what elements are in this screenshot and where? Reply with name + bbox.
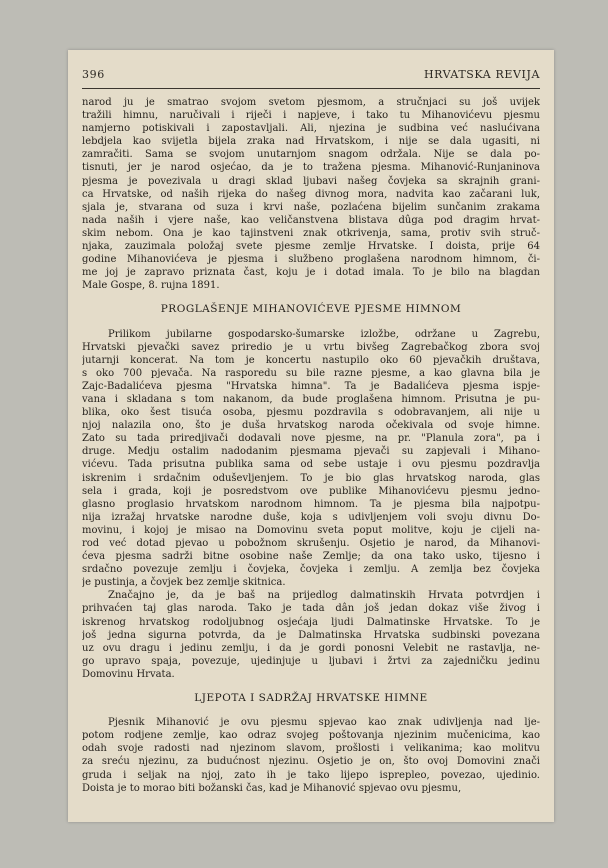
- paragraph: [82, 96, 540, 292]
- running-title: HRVATSKA REVIJA: [423, 68, 540, 81]
- text-line: prihvaćen taj glas naroda. Tako je tada dân još jedan dokaz više živog i: [82, 603, 540, 615]
- text-line: godine Mihanovićeva je pjesma i službeno proglašena narodnom himnom, či-: [82, 254, 540, 266]
- page-number: 396: [82, 68, 105, 81]
- text-line: Pjesnik Mihanović je ovu pjesmu spjevao kao znak udivljenja nad lje-: [108, 717, 540, 729]
- paragraph: [82, 328, 540, 590]
- paragraph: [82, 589, 540, 681]
- text-line: namjerno potiskivali i zapostavljali. Ali, njezina je sudbina već naslućivana: [82, 123, 540, 135]
- text-line: sjala je, stvarana od suza i krvi naše, pozlaćena bijelim sunčanim zrakama: [82, 201, 540, 213]
- text-line: ca Hrvatske, od naših rijeka do našeg divnog mora, nadvita kao začarani luk,: [82, 188, 540, 200]
- text-line: ćeva pjesma sadrži bitne osobine naše Zemlje; da ona tako usko, tijesno i: [82, 551, 540, 563]
- text-line: nada naših i vjere naše, kao veličanstvena blistava dûga pod dragim hrvat-: [82, 214, 540, 226]
- text-line: Prilikom jubilarne gospodarsko-šumarske izložbe, održane u Zagrebu,: [108, 328, 540, 340]
- text-line: pjesma je povezivala u dragi sklad ljubavi našeg čovjeka sa skrajnih grani-: [82, 175, 540, 187]
- text-line: odah svoje radosti nad njezinom slavom, prošlosti i velikanima; kao molitvu: [82, 743, 540, 755]
- text-line: uz ovu dragu i jedinu zemlju, i da je gordi ponosni Velebit ne rastavlja, ne-: [82, 642, 540, 654]
- header-rule: [82, 88, 540, 89]
- text-line: druge. Medju ostalim nadodanim pjesmama pjevači su zapjevali i Mihano-: [82, 446, 540, 458]
- section-heading: LJEPOTA I SADRŽAJ HRVATSKE HIMNE: [194, 692, 428, 705]
- article-body: [82, 96, 540, 795]
- text-line: go upravo spaja, povezuje, ujedinjuje u ljubavi i žrtvi za zajedničku jedinu: [82, 655, 540, 667]
- text-line: glasno proglasio hrvatskom narodnom himnom. Ta je pjesma bila najpotpu-: [82, 498, 540, 510]
- text-line: njaka, zauzimala položaj svete pjesme zemlje Hrvatske. I doista, prije 64: [82, 241, 540, 253]
- text-line: blika, oko šest tisuća osoba, pjesmu pozdravila s odobravanjem, ali nije u: [82, 407, 540, 419]
- text-line: iskrenog hrvatskog rodoljubnog osjećaja ljudi Dalmatinske Hrvatske. To je: [82, 616, 540, 628]
- text-line: me joj je zapravo priznata čast, koju je i dotad imala. To je bilo na blagdan: [82, 267, 540, 279]
- text-line: Male Gospe, 8. rujna 1891.: [82, 280, 220, 292]
- text-line: nija izražaj hrvatske narodne duše, koja s udivljenjem voli svoju divnu Do-: [82, 511, 540, 523]
- text-line: srdačno povezuje zemlju i čovjeka, čovjeka i zemlju. A zemlja bez čovjeka: [82, 564, 540, 576]
- text-line: Značajno je, da je baš na prijedlog dalmatinskih Hrvata potvrdjen i: [108, 590, 540, 602]
- text-line: vićevu. Tada prisutna publika sama od sebe ustaje i ovu pjesmu pozdravlja: [82, 459, 540, 471]
- page-header: [82, 68, 540, 84]
- text-line: skim nebom. Ona je kao tajinstveni znak otkrivenja, sama, protiv svih struč-: [82, 227, 540, 239]
- text-line: gruda i seljak na njoj, zato ih je tako lijepo isprepleo, povezao, ujedinio.: [82, 769, 540, 781]
- paragraph: [82, 716, 540, 795]
- text-line: s oko 700 pjevača. Na rasporedu su bile razne pjesme, a kao glavna bila je: [82, 367, 540, 379]
- text-line: Hrvatski pjevački savez priredio je u vrtu bivšeg Zagrebačkog zbora svoj: [82, 341, 540, 353]
- text-line: za sreću njezinu, za budućnost njezinu. Osjetio je on, što ovoj Domovini znači: [82, 756, 540, 768]
- text-line: lebdjela kao svijetla bijela zraka nad Hrvatskom, i nije se dala ugasiti, ni: [82, 136, 540, 148]
- text-line: Doista je to morao biti božanski čas, kad je Mihanović spjevao ovu pjesmu,: [82, 782, 462, 794]
- section-heading: PROGLAŠENJE MIHANOVIĆEVE PJESME HIMNOM: [160, 303, 462, 316]
- text-line: sela i grada, koji je posredstvom ove publike Mihanovićevu pjesmu jedno-: [82, 485, 540, 497]
- book-page: [68, 50, 554, 822]
- text-line: iskrenim i srdačnim oduševljenjem. To je bio glas hrvatskog naroda, glas: [82, 472, 540, 484]
- text-line: jutarnji koncerat. Na tom je koncertu nastupilo oko 60 pjevačkih društava,: [82, 354, 540, 366]
- text-line: Domovinu Hrvata.: [82, 668, 175, 680]
- text-line: rod već dotad pjevao u pobožnom skrušenju. Osjetio je narod, da Mihanovi-: [82, 538, 540, 549]
- text-line: movinu, i kojoj je misao na Domovinu sveta poput molitve, koju je cijeli na-: [82, 524, 540, 536]
- text-line: njoj nalazila ono, što je duša hrvatskog naroda očekivala od svoje himne.: [82, 420, 540, 432]
- text-line: još jedna sigurna potvrda, da je Dalmatinska Hrvatska sudbinski povezana: [82, 629, 540, 641]
- text-line: narod ju je smatrao svojom svetom pjesmom, a stručnjaci su još uvijek: [82, 97, 540, 108]
- text-line: tražili himnu, naručivali i riječi i napjeve, i tako tu Mihanovićevu pjesmu: [82, 110, 540, 122]
- text-line: potom rodjene zemlje, kao odraz svojeg poštovanja njezinim mučenicima, kao: [82, 730, 540, 742]
- text-line: Zajc-Badalićeva pjesma "Hrvatska himna". Ta je Badalićeva pjesma ispje-: [82, 380, 540, 392]
- text-line: tisnuti, jer je narod osjećao, da je to tražena pjesma. Mihanović-Runjaninova: [82, 162, 540, 174]
- text-line: zamračiti. Sama se svojom unutarnjom snagom održala. Nije se dala po-: [82, 149, 540, 161]
- text-line: Zato su tada priredjivači dodavali nove pjesme, na pr. "Planula zora", pa i: [82, 433, 540, 445]
- text-line: vana i skladana s tom nakanom, da bude proglašena himnom. Prisutna je pu-: [82, 393, 540, 405]
- text-line: je pustinja, a čovjek bez zemlje skitnica.: [82, 577, 286, 589]
